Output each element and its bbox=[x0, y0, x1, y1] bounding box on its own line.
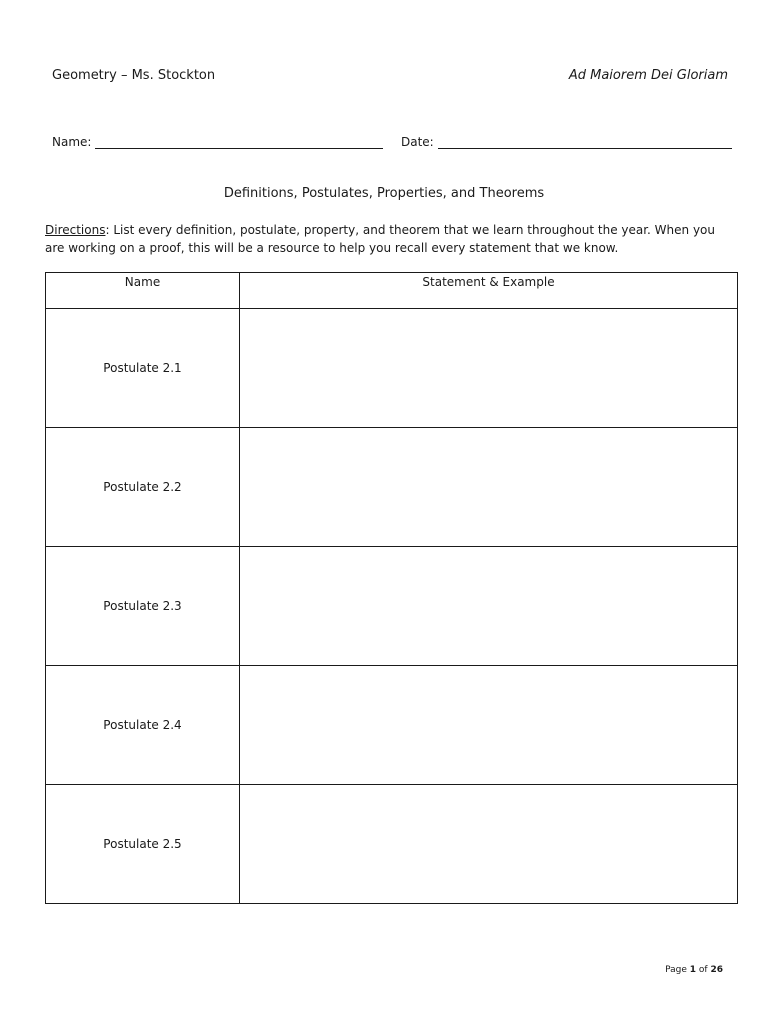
table-row bbox=[46, 309, 738, 428]
table-header-row bbox=[46, 273, 738, 309]
row-name: Postulate 2.3 bbox=[46, 547, 240, 666]
of-word: of bbox=[698, 965, 708, 975]
row-statement-cell[interactable] bbox=[240, 785, 738, 904]
row-statement-cell[interactable] bbox=[240, 309, 738, 428]
date-blank-line[interactable] bbox=[438, 136, 732, 149]
total-pages: 26 bbox=[710, 965, 723, 975]
header-statement: Statement & Example bbox=[240, 273, 738, 309]
row-name: Postulate 2.5 bbox=[46, 785, 240, 904]
directions-paragraph bbox=[45, 221, 725, 257]
table-row bbox=[46, 666, 738, 785]
row-statement-cell[interactable] bbox=[240, 428, 738, 547]
table-row bbox=[46, 785, 738, 904]
row-statement-cell[interactable] bbox=[240, 547, 738, 666]
directions-label: Directions bbox=[45, 223, 106, 237]
name-field bbox=[52, 135, 383, 149]
reference-table bbox=[45, 272, 738, 904]
page-title: Definitions, Postulates, Properties, and Theorems bbox=[223, 186, 545, 201]
name-label: Name: bbox=[52, 135, 92, 149]
date-field bbox=[401, 135, 732, 149]
motto-header: Ad Maiorem Dei Gloriam bbox=[568, 68, 728, 83]
name-blank-line[interactable] bbox=[95, 136, 383, 149]
page-number-footer bbox=[665, 965, 723, 975]
row-name: Postulate 2.1 bbox=[46, 309, 240, 428]
directions-text: : List every definition, postulate, property, and theorem that we learn throughout the year. When you are working on a proof, this will be a resource to help you recall every statement that we know. bbox=[45, 223, 716, 255]
date-label: Date: bbox=[401, 135, 434, 149]
course-header: Geometry – Ms. Stockton bbox=[52, 68, 216, 83]
row-name: Postulate 2.4 bbox=[46, 666, 240, 785]
header-name: Name bbox=[46, 273, 240, 309]
page-word: Page bbox=[665, 965, 687, 975]
table-row bbox=[46, 428, 738, 547]
table-row bbox=[46, 547, 738, 666]
current-page: 1 bbox=[689, 965, 697, 975]
row-statement-cell[interactable] bbox=[240, 666, 738, 785]
row-name: Postulate 2.2 bbox=[46, 428, 240, 547]
